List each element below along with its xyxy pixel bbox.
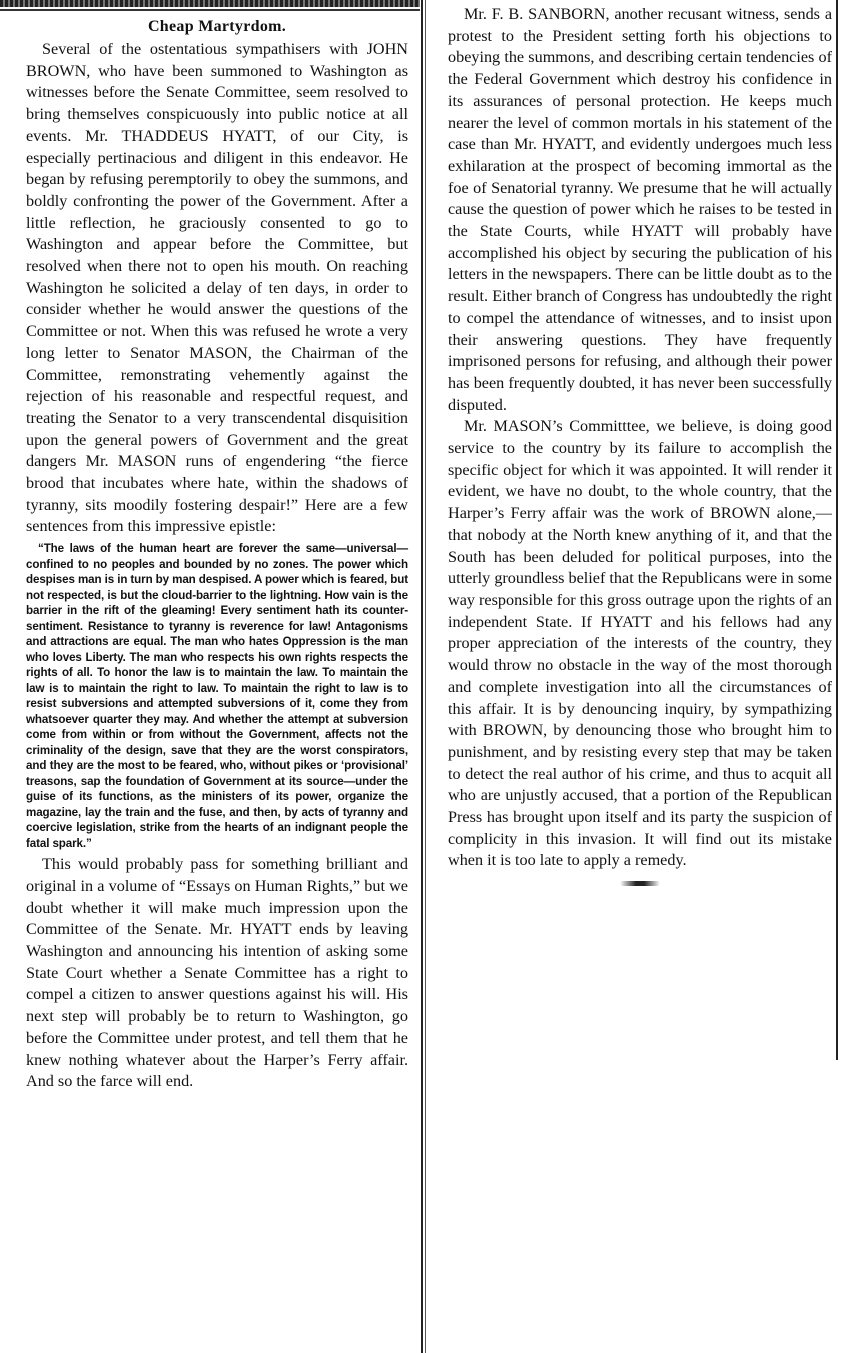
right-column	[448, 4, 832, 886]
quoted-letter: “The laws of the human heart are forever the same—universal—confined to no peoples and bounded by no zones. The power which despises man is in turn by man despised. A power which is feared, but not respected, is but the cloud-barrier to the lightning. How vain is the barrier in the rift of the gleaming! Every sentiment hath its counter-sentiment. Resistance to tyranny is reverence for law! Antagonisms and attractions are equal. The man who hates Oppression is the man who loves Liberty. The man who respects his own rights respects the rights of all. To honor the law is to maintain the law. To maintain the law is to maintain the right to law. To maintain the right to law is to resist subversions and attempted subversions of it, come they from whatsoever quarter they may. And whether the attempt at subversion come from within or from without the Government, affects not the criminality of the design, save that they are the worst conspirators, and they are the most to be feared, who, without pikes or ‘provisional’ treasons, sap the foundation of Government at its source—under the guise of its functions, as the ministers of its power, organize the magazine, lay the train and the fuse, and then, by acts of tyranny and coercive legislation, strike from the hearts of an indignant people the fatal spark.”	[26, 542, 409, 850]
top-rule	[0, 0, 420, 7]
article-paragraph-2: This would probably pass for something brilliant and original in a volume of “Essays on Human Rights,” but we doubt whether it will make much impression upon the Committee of the Senate. Mr. HYATT ends by leaving Washington and announcing his intention of asking some State Court whether a Senate Committee has a right to compel a citizen to answer questions against his will. His next step will probably be to return to Washington, go before the Committee under protest, and tell them that he knew nothing whatever about the Harper’s Ferry affair. And so the farce will end.	[26, 855, 408, 1091]
article-paragraph-4: Mr. MASON’s Committtee, we believe, is doing good service to the country by its failure to accomplish the specific object for which it was appointed. It will render it evident, we have no doubt, to the whole country, that the Harper’s Ferry affair was the work of BROWN alone,—that nobody at the North knew anything of it, and that the South has been deluded for political purposes, into the utterly groundless belief that the Republicans were in some way responsible for this gross outrage upon the rights of an independent State. If HYATT and his fellows had any proper appreciation of the interests of the country, they would throw no obstacle in the way of the most thorough and complete investigation into all the circumstances of this affair. It is by denouncing inquiry, by sympathizing with BROWN, by denouncing those who brought him to punishment, and by resisting every step that may be taken to detect the real author of his crime, and thus to acquit all who are unjustly accused, that a portion of the Republican Press has brought upon itself and its party the suspicion of complicity in this invasion. It will find out its mistake when it is too late to apply a remedy.	[448, 417, 832, 870]
left-column	[26, 18, 408, 1093]
column-divider	[421, 0, 423, 1353]
top-rule-thin	[0, 9, 420, 11]
article-paragraph-1: Several of the ostentatious sympathisers with JOHN BROWN, who have been summoned to Washington as witnesses before the Senate Committee, seem resolved to bring themselves conspicuously into public notice at all events. Mr. THADDEUS HYATT, of our City, is especially pertinacious and diligent in this endeavor. He began by refusing peremptorily to obey the summons, and boldly confronting the power of the Government. After a little reflection, he graciously consented to go to Washington and appear before the Committee, but resolved when there not to open his mouth. On reaching Washington he solicited a delay of ten days, in order to consider whether he would answer the questions of the Committee or not. When this was refused he wrote a very long letter to Senator MASON, the Chairman of the Committee, remonstrating vehemently against the rejection of his reasonable and respectful request, and treating the Senator to a very transcendental disquisition upon the general powers of Government and the great dangers Mr. MASON runs of engendering “the fierce brood that incubates where hate, within the shadows of tyranny, sits moodily fostering despair!” Here are a few sentences from this impressive epistle:	[26, 40, 408, 536]
article-end-ornament	[620, 881, 660, 886]
article-paragraph-3: Mr. F. B. SANBORN, another recusant witness, sends a protest to the President setting forth his objections to obeying the summons, and describing certain tendencies of the Federal Government which destroy his confidence in its assurances of personal protection. He keeps much nearer the level of common mortals in his statement of the case than Mr. HYATT, and evidently undergoes much less exhilaration at the prospect of becoming immortal as the foe of Senatorial tyranny. We presume that he will actually cause the question of power which he raises to be tested in the State Courts, while HYATT will probably have accomplished his object by securing the publication of his letters in the newspapers. There can be little doubt as to the result. Either branch of Congress has undoubtedly the right to compel the attendance of witnesses, and to insist upon their answering questions. They have frequently imprisoned persons for refusing, and although their power has been frequently doubted, it has never been successfully disputed.	[448, 5, 832, 414]
right-column-border	[836, 0, 838, 1060]
column-divider-thin	[425, 0, 426, 1353]
article-title: Cheap Martyrdom.	[147, 18, 287, 35]
